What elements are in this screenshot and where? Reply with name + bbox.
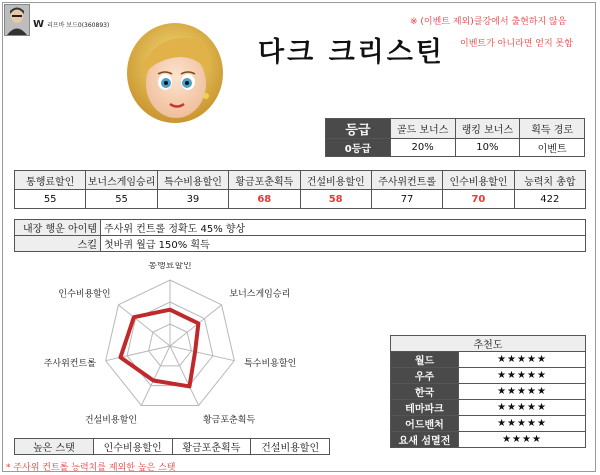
grade-value: 0등급	[326, 139, 391, 157]
recommend-stars: ★★★★	[459, 432, 586, 448]
stat-header: 황금포춘획득	[229, 171, 300, 190]
item-label: 내장 행운 아이템	[15, 220, 101, 236]
grade-header: 등급	[326, 119, 391, 139]
grade-table	[325, 118, 585, 157]
recommend-mode: 요새 섬멸전	[391, 432, 459, 448]
skill-table	[14, 219, 586, 252]
radar-axis-label: 통행료할인	[148, 262, 192, 271]
skill-value: 첫바퀴 월급 150% 획득	[101, 236, 586, 252]
recommend-stars: ★★★★★	[459, 400, 586, 416]
recommend-table	[390, 335, 586, 448]
stats-radar-chart	[40, 262, 360, 437]
user-avatar[interactable]	[4, 4, 30, 36]
stat-header: 인수비용할인	[443, 171, 514, 190]
recommend-stars: ★★★★★	[459, 352, 586, 368]
stat-value-highlight: 58	[300, 190, 371, 209]
stat-header: 특수비용할인	[157, 171, 228, 190]
stat-value-highlight: 70	[443, 190, 514, 209]
recommend-mode: 한국	[391, 384, 459, 400]
user-name: 리프바 보드0(360893)	[47, 22, 110, 29]
stat-total-header: 능력치 총합	[514, 171, 585, 190]
stat-header: 주사위컨트롤	[371, 171, 442, 190]
gold-bonus-value: 20%	[390, 139, 455, 157]
stat-header: 건설비용할인	[300, 171, 371, 190]
character-portrait	[120, 18, 230, 128]
stat-header: 통행료할인	[15, 171, 86, 190]
ranking-bonus-header: 랭킹 보너스	[455, 119, 520, 139]
recommend-stars: ★★★★★	[459, 384, 586, 400]
radar-axis-label: 주사위컨트롤	[43, 358, 96, 369]
high-stat-value: 인수비용할인	[93, 439, 172, 455]
stat-value-highlight: 68	[229, 190, 300, 209]
stat-value: 55	[15, 190, 86, 209]
recommend-mode: 테마파크	[391, 400, 459, 416]
high-stat-value: 건설비용할인	[251, 439, 330, 455]
high-stats-label: 높은 스탯	[15, 439, 94, 455]
stat-header: 보너스게임승리	[86, 171, 157, 190]
radar-axis-label: 건설비용할인	[84, 415, 138, 426]
radar-axis-label: 인수비용할인	[58, 289, 111, 300]
high-stats-table	[14, 438, 330, 455]
footnote: * 주사위 컨트롤 능력치를 제외한 높은 스탯	[6, 463, 176, 473]
radar-axis-line	[106, 346, 170, 361]
recommend-title: 추천도	[391, 336, 586, 352]
radar-axis-label: 보너스게임승리	[229, 289, 291, 300]
stat-total-value: 422	[514, 190, 585, 209]
recommend-stars: ★★★★★	[459, 416, 586, 432]
recommend-stars: ★★★★★	[459, 368, 586, 384]
high-stat-value: 황금포춘획득	[172, 439, 251, 455]
acquire-path-value: 이벤트	[520, 139, 585, 157]
item-value: 주사위 컨트롤 정확도 45% 향상	[101, 220, 586, 236]
radar-axis-label: 황금포춘획득	[202, 415, 256, 426]
stat-value: 39	[157, 190, 228, 209]
stats-table	[14, 170, 586, 209]
character-name: 다크 크리스틴	[258, 37, 445, 68]
acquire-path-header: 획득 경로	[520, 119, 585, 139]
recommend-mode: 월드	[391, 352, 459, 368]
radar-axis-line	[170, 346, 234, 361]
notice-text: ※ (이벤트 제외)클강에서 출현하지 않음	[410, 17, 567, 27]
recommend-mode: 어드밴처	[391, 416, 459, 432]
stat-value: 55	[86, 190, 157, 209]
gold-bonus-header: 골드 보너스	[390, 119, 455, 139]
stat-value: 77	[371, 190, 442, 209]
rank-mark-icon: W	[33, 19, 45, 30]
radar-axis-label: 특수비용할인	[244, 358, 297, 369]
recommend-mode: 우주	[391, 368, 459, 384]
skill-label: 스킬	[15, 236, 101, 252]
ranking-bonus-value: 10%	[455, 139, 520, 157]
notice-text-2: 이벤트가 아니라면 얻지 못함	[460, 39, 573, 49]
